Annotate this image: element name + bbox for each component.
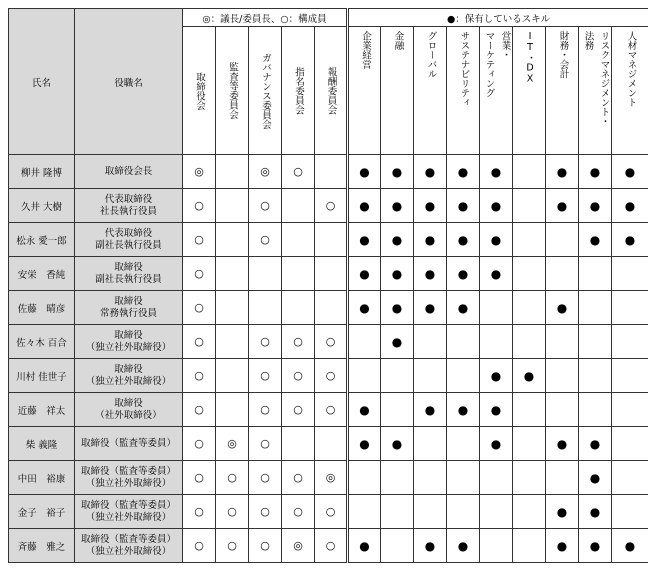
- skill-mark: [348, 495, 381, 529]
- committee-mark: [249, 291, 282, 325]
- header-skill-label: 法務: [582, 30, 594, 50]
- skill-mark: [480, 529, 513, 563]
- skill-mark: ●: [381, 257, 414, 291]
- committee-mark: [216, 393, 249, 427]
- skill-mark: [546, 461, 579, 495]
- skill-mark: ●: [612, 529, 648, 563]
- header-skill-6: [546, 27, 579, 155]
- header-skill-group: ●：保有しているスキル: [348, 9, 648, 27]
- skill-mark: [480, 325, 513, 359]
- table-row: [9, 461, 648, 495]
- skill-mark: [579, 359, 612, 393]
- skill-mark: [447, 495, 480, 529]
- committee-mark: ○: [315, 393, 348, 427]
- committee-mark: [216, 155, 249, 189]
- member-name: 柴 義隆: [9, 427, 75, 461]
- table-row: [9, 529, 648, 563]
- member-role: [75, 359, 183, 393]
- member-role-line: （社外取締役）: [95, 409, 162, 421]
- header-committee-2: [249, 27, 282, 155]
- table-row: [9, 257, 648, 291]
- skill-mark: [546, 223, 579, 257]
- member-role: [75, 529, 183, 563]
- skill-mark: [612, 359, 648, 393]
- committee-mark: ○: [282, 495, 315, 529]
- header-skill-label: IT・DX: [524, 30, 536, 84]
- header-name: 氏名: [9, 9, 75, 155]
- skill-mark: ●: [579, 529, 612, 563]
- skill-mark: ●: [546, 427, 579, 461]
- header-skill-label: マーケティング: [483, 30, 495, 97]
- committee-mark: ○: [249, 427, 282, 461]
- skill-mark: ●: [381, 155, 414, 189]
- member-role: [75, 495, 183, 529]
- committee-mark: [315, 291, 348, 325]
- committee-mark: [216, 257, 249, 291]
- skill-mark: [546, 393, 579, 427]
- header-skill-label: 人材マネジメント: [625, 30, 637, 107]
- skill-mark: [513, 529, 546, 563]
- skill-mark: ●: [546, 495, 579, 529]
- skill-mark: [513, 325, 546, 359]
- committee-mark: ◎: [249, 155, 282, 189]
- committee-mark: [282, 427, 315, 461]
- skill-mark: ●: [414, 529, 447, 563]
- member-role-line: 取締役（監査等委員）: [80, 499, 176, 511]
- member-name: 斉藤 雅之: [9, 529, 75, 563]
- committee-mark: ○: [183, 495, 216, 529]
- skill-mark: [414, 359, 447, 393]
- committee-mark: ○: [183, 461, 216, 495]
- member-name: 川村 佳世子: [9, 359, 75, 393]
- skill-mark: [546, 359, 579, 393]
- header-skill-8: [612, 27, 648, 155]
- member-role-line: 副社長執行役員: [95, 239, 162, 251]
- member-role-line: （独立社外取締役）: [85, 375, 172, 387]
- skill-mark: [513, 155, 546, 189]
- member-role-line: （独立社外取締役）: [85, 511, 172, 523]
- member-role: [75, 223, 183, 257]
- skill-mark: [447, 461, 480, 495]
- skill-mark: ●: [447, 257, 480, 291]
- table-row: [9, 223, 648, 257]
- member-role-line: 取締役: [114, 397, 143, 409]
- skill-mark: ●: [480, 393, 513, 427]
- committee-mark: [315, 427, 348, 461]
- table-row: [9, 155, 648, 189]
- skill-matrix-table: [8, 8, 648, 563]
- member-role: [75, 257, 183, 291]
- committee-mark: ○: [282, 461, 315, 495]
- skill-mark: ●: [480, 223, 513, 257]
- member-role-line: 取締役（監査等委員）: [80, 437, 176, 449]
- committee-mark: [282, 291, 315, 325]
- skill-mark: ●: [348, 223, 381, 257]
- skill-mark: [612, 495, 648, 529]
- skill-mark: ●: [447, 155, 480, 189]
- committee-mark: ○: [315, 529, 348, 563]
- skill-mark: ●: [348, 393, 381, 427]
- committee-mark: ○: [249, 223, 282, 257]
- committee-mark: ○: [315, 359, 348, 393]
- skill-mark: [414, 461, 447, 495]
- skill-mark: ●: [579, 495, 612, 529]
- skill-mark: ●: [612, 189, 648, 223]
- skill-mark: ●: [348, 257, 381, 291]
- skill-mark: ●: [447, 393, 480, 427]
- member-name: 松永 愛一郎: [9, 223, 75, 257]
- header-skill-label: サステナビリティ: [458, 30, 470, 107]
- skill-mark: ●: [381, 325, 414, 359]
- header-skill-label: グローバル: [425, 30, 437, 78]
- skill-mark: ●: [414, 223, 447, 257]
- header-committee-label: 報酬委員会: [325, 66, 337, 115]
- skill-mark: ●: [612, 223, 648, 257]
- skill-mark: [612, 461, 648, 495]
- committee-mark: ○: [249, 189, 282, 223]
- skill-mark: [513, 291, 546, 325]
- skill-mark: ●: [414, 189, 447, 223]
- table-row: [9, 393, 648, 427]
- skill-mark: [414, 495, 447, 529]
- committee-mark: [216, 359, 249, 393]
- member-role-line: （独立社外取締役）: [85, 545, 172, 557]
- skill-mark: [579, 257, 612, 291]
- skill-mark: [579, 393, 612, 427]
- committee-mark: ○: [183, 393, 216, 427]
- member-role: [75, 325, 183, 359]
- skill-mark: [612, 427, 648, 461]
- committee-mark: ○: [249, 359, 282, 393]
- header-committee-label: ガバナンス委員会: [259, 52, 271, 129]
- committee-mark: ○: [183, 189, 216, 223]
- member-role-line: 取締役（監査等委員）: [80, 533, 176, 545]
- skill-mark: [513, 495, 546, 529]
- header-committee-label: 監査等委員会: [226, 62, 238, 119]
- committee-mark: ○: [315, 325, 348, 359]
- skill-mark: ●: [579, 155, 612, 189]
- header-committee-1: [216, 27, 249, 155]
- committee-mark: [315, 155, 348, 189]
- skill-mark: [480, 495, 513, 529]
- skill-mark: [579, 291, 612, 325]
- skill-mark: ●: [348, 155, 381, 189]
- skill-mark: ●: [579, 223, 612, 257]
- header-skill-label: 営業・: [499, 30, 511, 59]
- skill-mark: [348, 461, 381, 495]
- skill-mark: ●: [447, 223, 480, 257]
- committee-mark: ○: [183, 257, 216, 291]
- skill-mark: [447, 325, 480, 359]
- table-header: [9, 9, 648, 155]
- member-name: 柳井 隆博: [9, 155, 75, 189]
- header-committee-label: 指名委員会: [292, 66, 304, 115]
- skill-mark: ●: [480, 189, 513, 223]
- table-row: [9, 189, 648, 223]
- skill-mark: [414, 427, 447, 461]
- skill-mark: ●: [414, 155, 447, 189]
- header-committee-group: ◎：議長/委員長、○：構成員: [183, 9, 348, 27]
- committee-mark: ○: [183, 325, 216, 359]
- skill-mark: [546, 257, 579, 291]
- skill-mark: ●: [381, 427, 414, 461]
- header-skill-label: リスクマネジメント・: [598, 30, 610, 126]
- header-committee-label: 取締役会: [193, 71, 205, 110]
- skill-mark: ●: [480, 427, 513, 461]
- skill-mark: ●: [414, 393, 447, 427]
- committee-mark: ○: [282, 155, 315, 189]
- skill-mark: [513, 189, 546, 223]
- committee-mark: ○: [282, 325, 315, 359]
- committee-mark: ○: [282, 359, 315, 393]
- committee-mark: ○: [216, 529, 249, 563]
- header-skill-label: 企業経営: [359, 30, 371, 69]
- skill-mark: ●: [480, 257, 513, 291]
- committee-mark: ○: [315, 495, 348, 529]
- skill-mark: ●: [546, 529, 579, 563]
- header-committee-4: [315, 27, 348, 155]
- skill-mark: [612, 325, 648, 359]
- table-row: [9, 325, 648, 359]
- table-body: [9, 155, 648, 563]
- skill-mark: [612, 291, 648, 325]
- skill-mark: ●: [480, 359, 513, 393]
- committee-mark: ○: [183, 223, 216, 257]
- header-skill-1: [381, 27, 414, 155]
- skill-mark: ●: [348, 189, 381, 223]
- committee-mark: ○: [249, 325, 282, 359]
- member-name: 佐藤 晴彦: [9, 291, 75, 325]
- skill-mark: ●: [579, 427, 612, 461]
- committee-mark: ○: [249, 461, 282, 495]
- committee-mark: ○: [216, 461, 249, 495]
- committee-mark: [216, 325, 249, 359]
- member-role-line: 代表取締役: [104, 227, 153, 239]
- skill-mark: ●: [480, 155, 513, 189]
- skill-mark: ●: [546, 189, 579, 223]
- header-skill-4: [480, 27, 513, 155]
- header-skill-label: 金融: [392, 30, 404, 50]
- committee-mark: ○: [249, 495, 282, 529]
- member-role-line: 取締役: [114, 295, 143, 307]
- skill-mark: ●: [348, 291, 381, 325]
- member-name: 近藤 祥太: [9, 393, 75, 427]
- skill-mark: ●: [612, 155, 648, 189]
- skill-mark: [447, 427, 480, 461]
- committee-mark: ◎: [282, 529, 315, 563]
- skill-mark: ●: [546, 291, 579, 325]
- member-role: [75, 189, 183, 223]
- skill-mark: [513, 393, 546, 427]
- committee-mark: ○: [249, 393, 282, 427]
- skill-mark: ●: [414, 257, 447, 291]
- committee-mark: ○: [282, 393, 315, 427]
- member-role: [75, 427, 183, 461]
- committee-mark: ○: [315, 189, 348, 223]
- member-role-line: 取締役: [114, 329, 143, 341]
- skill-mark: ●: [348, 529, 381, 563]
- member-role-line: 取締役: [114, 363, 143, 375]
- committee-mark: ○: [249, 529, 282, 563]
- skill-mark: ●: [546, 155, 579, 189]
- committee-mark: [315, 223, 348, 257]
- committee-mark: [249, 257, 282, 291]
- committee-mark: [282, 257, 315, 291]
- member-name: 久井 大樹: [9, 189, 75, 223]
- member-role: [75, 461, 183, 495]
- skill-mark: [381, 393, 414, 427]
- member-role-line: 副社長執行役員: [95, 273, 162, 285]
- skill-mark: [447, 359, 480, 393]
- committee-mark: ○: [183, 529, 216, 563]
- header-committee-0: [183, 27, 216, 155]
- skill-mark: ●: [447, 529, 480, 563]
- skill-mark: [348, 325, 381, 359]
- skill-mark: [381, 359, 414, 393]
- member-role-line: 取締役（監査等委員）: [80, 465, 176, 477]
- table-row: [9, 359, 648, 393]
- skill-mark: ●: [381, 291, 414, 325]
- member-name: 安栄 香純: [9, 257, 75, 291]
- member-role-line: （独立社外取締役）: [85, 477, 172, 489]
- member-role: [75, 155, 183, 189]
- skill-mark: [513, 461, 546, 495]
- skill-mark: [513, 257, 546, 291]
- header-skill-3: [447, 27, 480, 155]
- member-role-line: 取締役: [114, 261, 143, 273]
- member-name: 金子 裕子: [9, 495, 75, 529]
- committee-mark: ◎: [315, 461, 348, 495]
- skill-mark: ●: [381, 223, 414, 257]
- committee-mark: [315, 257, 348, 291]
- member-role: [75, 291, 183, 325]
- committee-mark: ◎: [216, 427, 249, 461]
- skill-mark: [513, 223, 546, 257]
- header-committee-3: [282, 27, 315, 155]
- header-role: 役職名: [75, 9, 183, 155]
- committee-mark: [216, 189, 249, 223]
- skill-mark: ●: [447, 189, 480, 223]
- skill-mark: [348, 359, 381, 393]
- member-role-line: 代表取締役: [104, 193, 153, 205]
- header-skill-7: [579, 27, 612, 155]
- committee-mark: ○: [183, 359, 216, 393]
- committee-mark: [282, 223, 315, 257]
- skill-mark: ●: [381, 189, 414, 223]
- header-skill-label: 財務・会計: [557, 30, 569, 78]
- member-name: 佐々木 百合: [9, 325, 75, 359]
- skill-mark: [480, 461, 513, 495]
- member-role-line: 常務執行役員: [99, 307, 157, 319]
- committee-mark: [216, 223, 249, 257]
- skill-mark: ●: [579, 189, 612, 223]
- skill-mark: [381, 461, 414, 495]
- committee-mark: ○: [183, 427, 216, 461]
- header-skill-0: [348, 27, 381, 155]
- skill-mark: ●: [414, 291, 447, 325]
- skill-mark: [579, 325, 612, 359]
- skill-mark: [612, 257, 648, 291]
- skill-mark: [381, 495, 414, 529]
- skill-mark: [612, 393, 648, 427]
- member-name: 中田 裕康: [9, 461, 75, 495]
- skill-mark: ●: [348, 427, 381, 461]
- table-row: [9, 495, 648, 529]
- member-role: [75, 393, 183, 427]
- skill-mark: ●: [579, 461, 612, 495]
- skill-mark: [381, 529, 414, 563]
- committee-mark: ○: [216, 495, 249, 529]
- table-row: [9, 427, 648, 461]
- committee-mark: ◎: [183, 155, 216, 189]
- skill-mark: [414, 325, 447, 359]
- member-role-line: 取締役会長: [104, 165, 153, 177]
- skill-mark: ●: [447, 291, 480, 325]
- header-skill-2: [414, 27, 447, 155]
- committee-mark: [282, 189, 315, 223]
- skill-mark: [513, 427, 546, 461]
- skill-mark: [480, 291, 513, 325]
- committee-mark: ○: [183, 291, 216, 325]
- header-skill-5: [513, 27, 546, 155]
- skill-mark: [546, 325, 579, 359]
- skill-mark: ●: [513, 359, 546, 393]
- member-role-line: 社長執行役員: [99, 205, 157, 217]
- member-role-line: （独立社外取締役）: [85, 341, 172, 353]
- table-row: [9, 291, 648, 325]
- committee-mark: [216, 291, 249, 325]
